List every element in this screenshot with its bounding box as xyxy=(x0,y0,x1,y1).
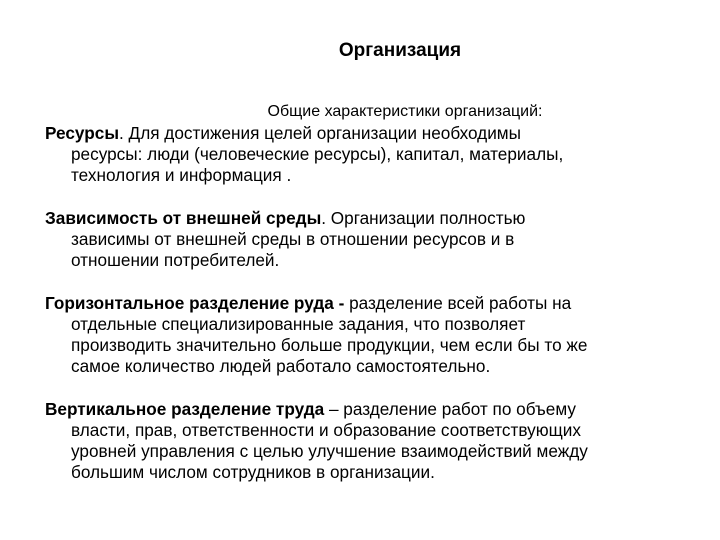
paragraph-lead-text: разделение всей работы на xyxy=(349,293,572,313)
paragraph-rest-text: отдельные специализированные задания, что позволяет производить значительно больше продукции, чем если бы то же самое количество людей работало самостоятельно. xyxy=(71,314,588,376)
paragraph-resources xyxy=(45,123,685,186)
paragraph-first-line xyxy=(45,123,685,144)
term-resources: Ресурсы xyxy=(45,123,119,143)
paragraph-environment-dependence xyxy=(45,208,685,271)
slide-subtitle: Общие характеристики организаций: xyxy=(267,103,543,120)
paragraph-first-line xyxy=(45,208,685,229)
slide-title: Организация xyxy=(338,40,462,61)
term-environment-dependence: Зависимость от внешней среды xyxy=(45,208,322,228)
paragraph-rest-text: власти, прав, ответственности и образование соответствующих уровней управления с целью улучшение взаимодействий между большим числом сотрудников в организации. xyxy=(71,420,588,482)
paragraph-vertical-division xyxy=(45,399,685,483)
paragraph-lead-text: . Для достижения целей организации необходимы xyxy=(119,123,521,143)
paragraph-first-line xyxy=(45,293,685,314)
paragraph-horizontal-division xyxy=(45,293,685,377)
term-horizontal-division: Горизонтальное разделение руда - xyxy=(45,293,350,313)
paragraph-lead-text: – разделение работ по объему xyxy=(324,399,576,419)
term-vertical-division: Вертикальное разделение труда xyxy=(45,399,325,419)
slide-body xyxy=(45,123,685,483)
paragraph-rest-text: ресурсы: люди (человеческие ресурсы), капитал, материалы, технология и информация . xyxy=(71,144,564,185)
paragraph-lead-text: . Организации полностью xyxy=(321,208,526,228)
paragraph-rest-text: зависимы от внешней среды в отношении ресурсов и в отношении потребителей. xyxy=(71,229,515,270)
paragraph-first-line xyxy=(45,399,685,420)
